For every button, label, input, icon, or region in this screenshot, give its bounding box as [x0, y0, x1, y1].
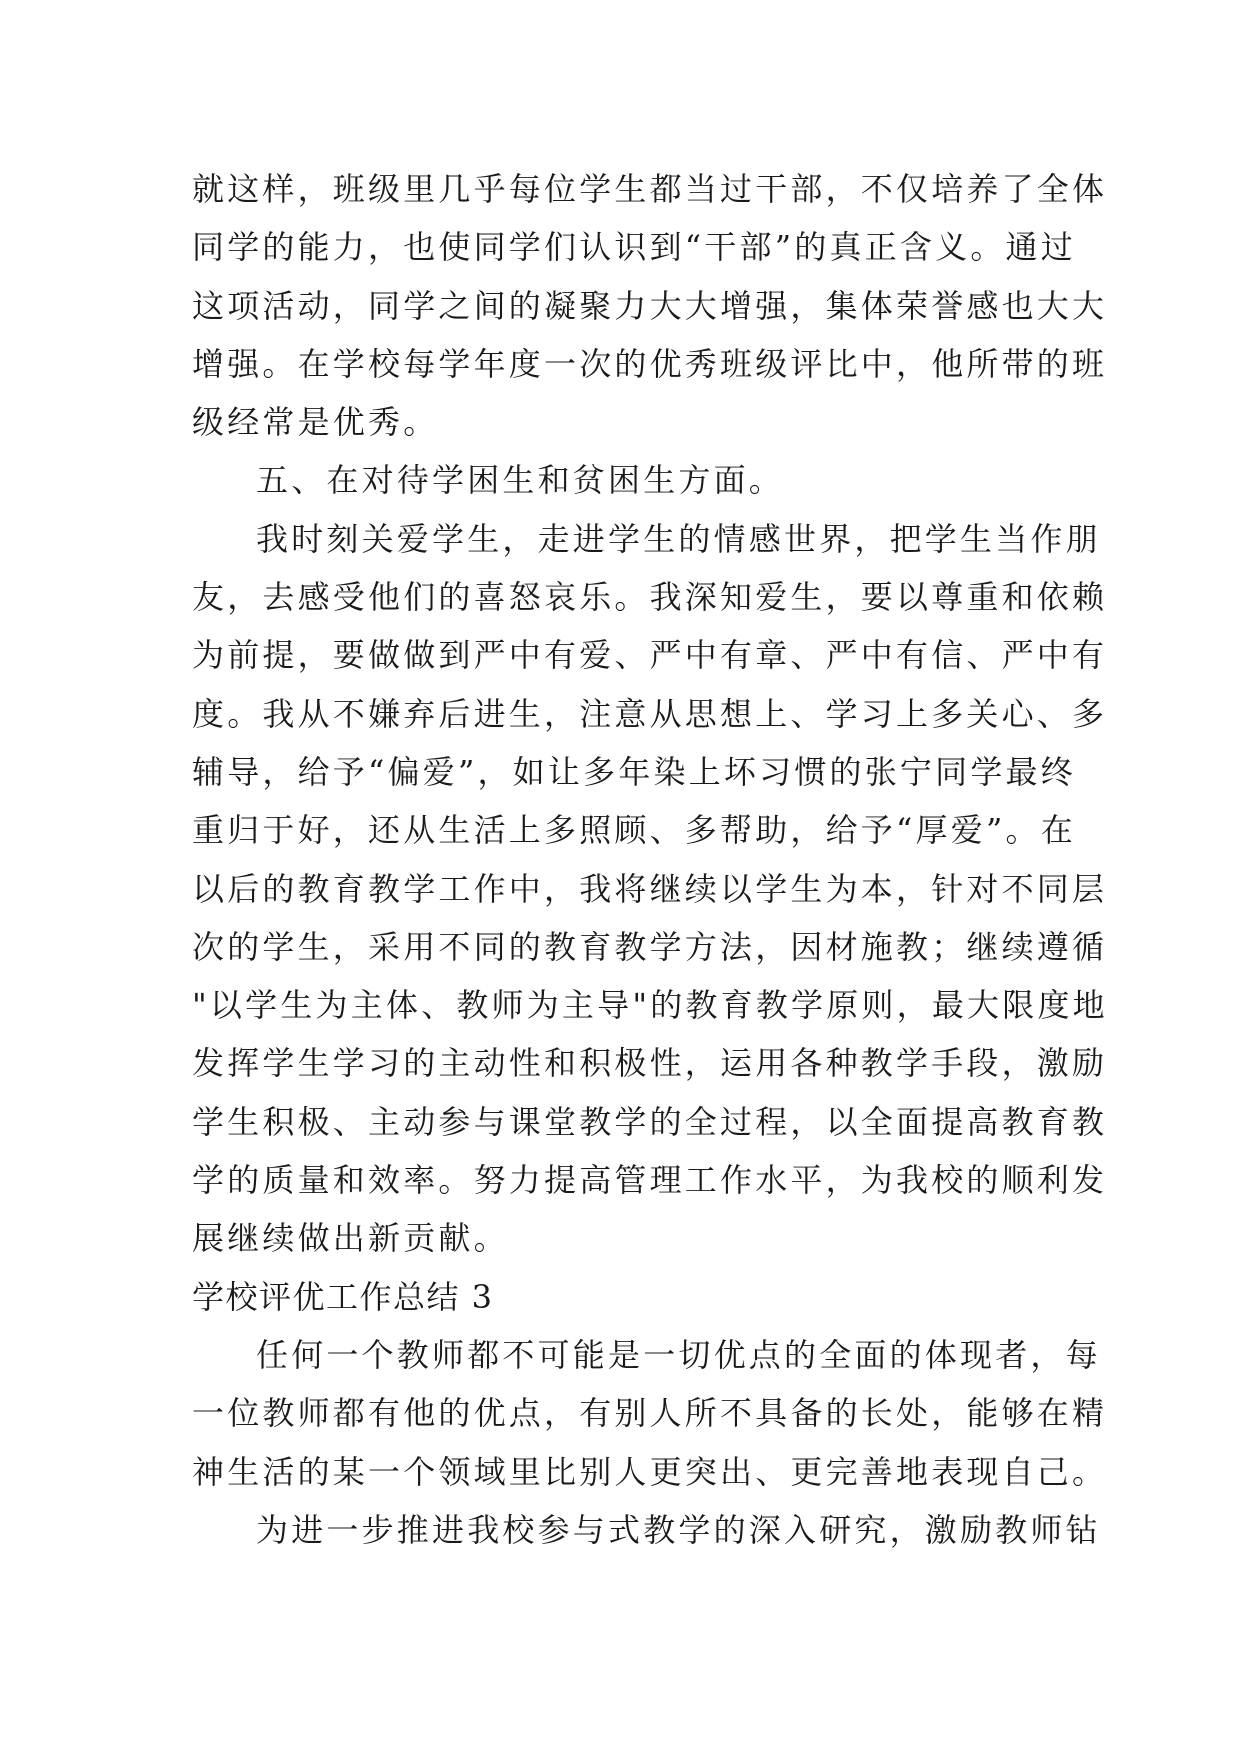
- section-heading: 五、在对待学困生和贫困生方面。: [256, 461, 785, 500]
- paragraph-line: 神生活的某一个领域里比别人更突出、更完善地表现自己。: [192, 1452, 1108, 1491]
- paragraph-line: 任何一个教师都不可能是一切优点的全面的体现者，每: [256, 1335, 1101, 1374]
- paragraph-line: 发挥学生学习的主动性和积极性，运用各种教学手段，激励: [192, 1044, 1108, 1083]
- paragraph-line: 友，去感受他们的喜怒哀乐。我深知爱生，要以尊重和依赖: [192, 578, 1108, 617]
- paragraph-line: 级经常是优秀。: [192, 403, 439, 442]
- paragraph-line: 以后的教育教学工作中，我将继续以学生为本，针对不同层: [192, 869, 1108, 908]
- paragraph-line: 增强。在学校每学年度一次的优秀班级评比中，他所带的班: [192, 344, 1108, 383]
- paragraph-line: 学的质量和效率。努力提高管理工作水平，为我校的顺利发: [192, 1161, 1108, 1200]
- paragraph-line: 辅导，给予“偏爱”，如让多年染上坏习惯的张宁同学最终: [192, 752, 1076, 791]
- paragraph-line: 展继续做出新贡献。: [192, 1219, 509, 1258]
- paragraph-line: 这项活动，同学之间的凝聚力大大增强，集体荣誉感也大大: [192, 286, 1108, 325]
- paragraph-line: 同学的能力，也使同学们认识到“干部”的真正含义。通过: [192, 228, 1076, 267]
- paragraph-line: 次的学生，采用不同的教育教学方法，因材施教；继续遵循: [192, 927, 1108, 966]
- paragraph-line: 一位教师都有他的优点，有别人所不具备的长处，能够在精: [192, 1394, 1108, 1433]
- paragraph-line: 重归于好，还从生活上多照顾、多帮助，给予“厚爱”。在: [192, 811, 1076, 850]
- paragraph-line: 就这样，班级里几乎每位学生都当过干部，不仅培养了全体: [192, 170, 1108, 208]
- document-body: [192, 160, 1108, 1559]
- section-title: 学校评优工作总结 3: [192, 1277, 494, 1316]
- paragraph-line: 我时刻关爱学生，走进学生的情感世界，把学生当作朋: [256, 519, 1101, 558]
- paragraph-line: 为前提，要做做到严中有爱、严中有章、严中有信、严中有: [192, 636, 1108, 675]
- paragraph-line: 学生积极、主动参与课堂教学的全过程，以全面提高教育教: [192, 1102, 1108, 1141]
- paragraph-line: "以学生为主体、教师为主导"的教育教学原则，最大限度地: [192, 986, 1108, 1025]
- paragraph-line: 为进一步推进我校参与式教学的深入研究，激励教师钻: [256, 1510, 1101, 1549]
- paragraph-line: 度。我从不嫌弃后进生，注意从思想上、学习上多关心、多: [192, 694, 1108, 733]
